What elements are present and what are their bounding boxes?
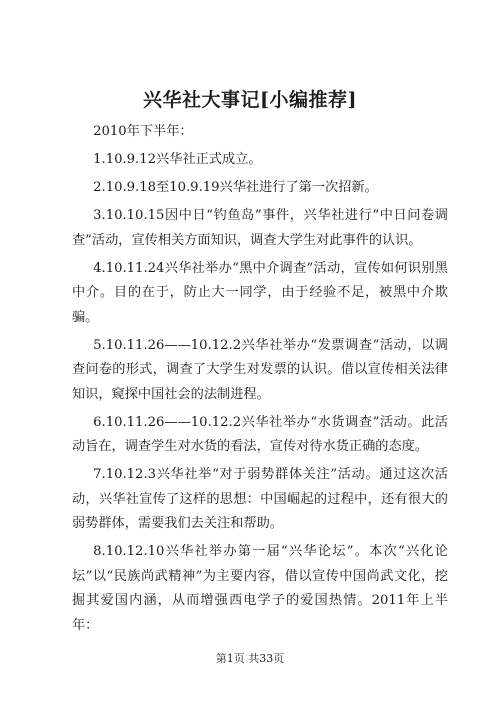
- paragraph-event-1: 1.10.9.12兴华社正式成立。: [93, 152, 262, 167]
- paragraph-event-7: 7.10.12.3兴华社举“对于弱势群体关注”活动。通过这次活动，兴华社宣传了这样的思想：中国崛起的过程中，还有很大的弱势群体，需要我们去关注和帮助。: [72, 467, 448, 531]
- document-title: 兴华社大事记[小编推荐]: [143, 89, 357, 111]
- paragraph-event-8: 8.10.12.10兴华社举办第一届“兴华论坛”。本次“兴化论坛”以“民族尚武精神”为主要内容，借以宣传中国尚武文化，挖掘其爱国内涵，从而增强西电学子的爱国热情。2011年上半年：: [72, 544, 448, 633]
- paragraph-event-6: 6.10.11.26——10.12.2兴华社举办“水货调查”活动。此活动旨在，调查学生对水货的看法，宣传对待水货正确的态度。: [72, 414, 448, 454]
- paragraph-event-4: 4.10.11.24兴华社举办“黑中介调查”活动，宣传如何识别黑中介。目的在于，防止大一同学，由于经验不足，被黑中介欺骗。: [72, 260, 448, 325]
- paragraph-event-5: 5.10.11.26——10.12.2兴华社举办“发票调查”活动，以调查问卷的形式，调查了大学生对发票的认识。借以宣传相关法律知识，窥探中国社会的法制进程。: [72, 337, 448, 402]
- paragraph-event-2: 2.10.9.18至10.9.19兴华社进行了第一次招新。: [93, 180, 378, 195]
- page-footer: 第1页 共33页: [215, 652, 285, 665]
- paragraph-period-heading: 2010年下半年：: [93, 124, 193, 139]
- document-body: [72, 120, 448, 642]
- paragraph-event-3: 3.10.10.15因中日“钓鱼岛”事件，兴华社进行“中日问卷调查”活动，宣传相关方面知识，调查大学生对此事件的认识。: [72, 208, 448, 248]
